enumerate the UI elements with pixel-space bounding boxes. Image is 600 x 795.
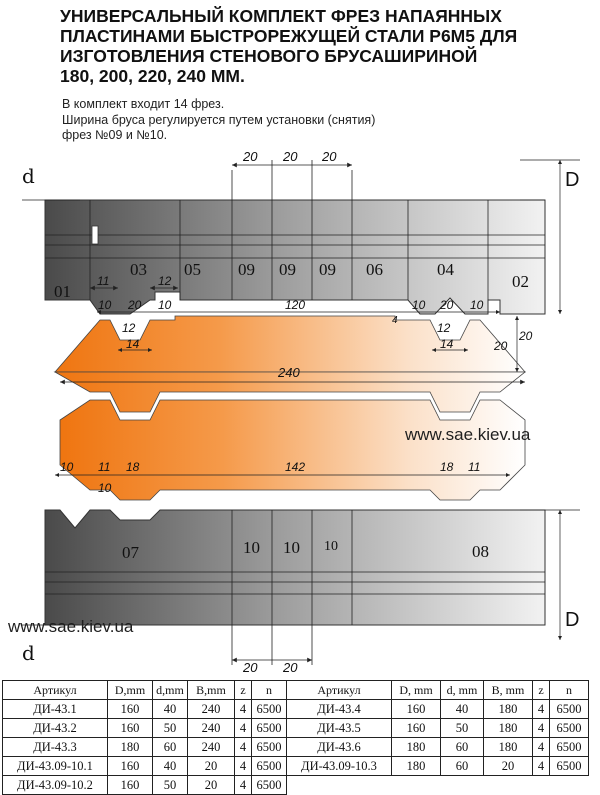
top-cutter-set xyxy=(22,160,580,314)
cutter-label-02: 02 xyxy=(512,272,529,291)
dim-11-top: 11 xyxy=(97,274,110,288)
table-cell: 4 xyxy=(533,719,550,738)
header-cell: D, mm xyxy=(392,681,441,700)
dim-20-right: 20 xyxy=(494,339,508,353)
cutter-label-10b: 10 xyxy=(283,538,300,557)
dim-row1-20a: 20 xyxy=(128,298,142,312)
bottom-cutter-set xyxy=(22,510,580,665)
table-cell: 180 xyxy=(392,738,441,757)
table-cell: 6500 xyxy=(550,738,589,757)
dim-14-right: 14 xyxy=(440,337,454,351)
table-cell: 240 xyxy=(188,738,235,757)
dim-14-left: 14 xyxy=(126,337,140,351)
dim-top-20-1: 20 xyxy=(243,149,258,164)
table-cell: 6500 xyxy=(252,757,287,776)
cutter-label-05: 05 xyxy=(184,260,201,279)
table-cell: 6500 xyxy=(550,757,589,776)
title-line-1: УНИВЕРСАЛЬНЫЙ КОМПЛЕКТ ФРЕЗ НАПАЯННЫХ xyxy=(60,6,502,26)
table-cell: ДИ-43.09-10.1 xyxy=(3,757,108,776)
dim-row2-10: 10 xyxy=(60,460,74,474)
header-cell: d,mm xyxy=(153,681,188,700)
table-row xyxy=(3,719,589,738)
dim-row1-10c: 10 xyxy=(412,298,426,312)
table-cell: 160 xyxy=(392,700,441,719)
header-cell: B, mm xyxy=(484,681,533,700)
table-cell: 160 xyxy=(108,757,153,776)
table-cell: ДИ-43.4 xyxy=(287,700,392,719)
table-cell: 40 xyxy=(153,700,188,719)
table-row xyxy=(3,700,589,719)
dim-row1-120: 120 xyxy=(285,298,306,312)
cutter-label-03: 03 xyxy=(130,260,147,279)
title-line-4: 180, 200, 220, 240 ММ. xyxy=(60,66,245,86)
cutter-label-06: 06 xyxy=(366,260,383,279)
table-row xyxy=(3,776,589,795)
table-cell: 50 xyxy=(153,719,188,738)
empty-cell xyxy=(392,776,441,795)
table-cell: 160 xyxy=(108,719,153,738)
table-cell: 20 xyxy=(188,757,235,776)
note-line-2: Ширина бруса регулируется путем установки (снятия) xyxy=(62,112,376,127)
table-cell: 6500 xyxy=(550,700,589,719)
table-cell: 20 xyxy=(188,776,235,795)
empty-cell xyxy=(484,776,533,795)
header-cell: B,mm xyxy=(188,681,235,700)
table-cell: 180 xyxy=(484,700,533,719)
table-cell: 160 xyxy=(108,776,153,795)
bottom-cutters-body xyxy=(45,510,545,625)
keyway-slot xyxy=(92,226,98,244)
table-cell: 240 xyxy=(188,719,235,738)
dim-top-20-2: 20 xyxy=(283,149,298,164)
table-cell: 4 xyxy=(533,700,550,719)
dim-overall-240: 240 xyxy=(278,365,300,380)
table-cell: 160 xyxy=(108,700,153,719)
table-cell: ДИ-43.2 xyxy=(3,719,108,738)
table-cell: ДИ-43.09-10.3 xyxy=(287,757,392,776)
table-cell: 6500 xyxy=(252,719,287,738)
dim-row2-11b: 11 xyxy=(468,460,481,474)
bottom-d-label: d xyxy=(22,641,35,665)
profile-lower-half xyxy=(60,400,525,500)
dim-top-20-3: 20 xyxy=(322,149,337,164)
cutter-label-01: 01 xyxy=(54,282,71,301)
dim-row1-20b: 20 xyxy=(440,298,454,312)
cutter-label-10c: 10 xyxy=(324,539,338,554)
table-cell: 4 xyxy=(533,738,550,757)
dim-row1-10a: 10 xyxy=(98,298,112,312)
dim-12-top: 12 xyxy=(158,274,172,288)
cutter-label-09c: 09 xyxy=(319,260,336,279)
top-d-label: d xyxy=(22,164,35,188)
header-cell: z xyxy=(235,681,252,700)
table-cell: ДИ-43.09-10.2 xyxy=(3,776,108,795)
table-cell: ДИ-43.5 xyxy=(287,719,392,738)
header-cell: Артикул xyxy=(287,681,392,700)
dim-row2-18a: 18 xyxy=(126,460,140,474)
empty-cell xyxy=(441,776,484,795)
empty-cell xyxy=(550,776,589,795)
table-cell: 180 xyxy=(108,738,153,757)
cutter-label-10a: 10 xyxy=(243,538,260,557)
bottom-D-label: D xyxy=(565,609,580,631)
table-cell: 4 xyxy=(235,738,252,757)
header-cell: Артикул xyxy=(3,681,108,700)
table-cell: ДИ-43.6 xyxy=(287,738,392,757)
dim-12-left: 12 xyxy=(122,321,136,335)
table-cell: 6500 xyxy=(252,776,287,795)
cutter-label-09b: 09 xyxy=(279,260,296,279)
table-cell: 60 xyxy=(441,738,484,757)
table-cell: 20 xyxy=(484,757,533,776)
table-cell: 4 xyxy=(235,700,252,719)
dim-10-low: 10 xyxy=(98,481,112,495)
top-cutters-body xyxy=(45,200,545,314)
table-cell: 40 xyxy=(441,700,484,719)
table-cell: 6500 xyxy=(550,719,589,738)
table-cell: 60 xyxy=(153,738,188,757)
header-cell: D,mm xyxy=(108,681,153,700)
empty-cell xyxy=(533,776,550,795)
table-header-row xyxy=(3,681,589,700)
header-cell: n xyxy=(550,681,589,700)
dim-row2-142: 142 xyxy=(285,460,306,474)
table-cell: 240 xyxy=(188,700,235,719)
table-cell: 4 xyxy=(533,757,550,776)
table-row xyxy=(3,757,589,776)
dim-20-far: 20 xyxy=(519,329,533,343)
table-cell: 60 xyxy=(441,757,484,776)
note-line-3: фрез №09 и №10. xyxy=(62,128,168,142)
table-cell: 6500 xyxy=(252,738,287,757)
header-cell: z xyxy=(533,681,550,700)
dim-12-right: 12 xyxy=(437,321,451,335)
watermark-bottom: www.sae.kiev.ua xyxy=(8,617,134,636)
table-cell: 50 xyxy=(153,776,188,795)
cutter-label-04: 04 xyxy=(437,260,454,279)
empty-cell xyxy=(287,776,392,795)
header-cell: n xyxy=(252,681,287,700)
dim-row1-10b: 10 xyxy=(158,298,172,312)
dim-bottom-20-1: 20 xyxy=(243,660,258,675)
watermark-middle: www.sae.kiev.ua xyxy=(405,425,531,444)
dim-4: 4 xyxy=(392,315,398,326)
table-cell: 6500 xyxy=(252,700,287,719)
table-cell: ДИ-43.1 xyxy=(3,700,108,719)
table-cell: 4 xyxy=(235,719,252,738)
note-line-1: В комплект входит 14 фрез. xyxy=(62,97,225,111)
spec-table xyxy=(2,680,589,795)
table-cell: 180 xyxy=(484,719,533,738)
table-cell: ДИ-43.3 xyxy=(3,738,108,757)
title-line-3: ИЗГОТОВЛЕНИЯ СТЕНОВОГО БРУСАШИРИНОЙ xyxy=(60,46,478,66)
cutter-label-09a: 09 xyxy=(238,260,255,279)
dim-row2-11a: 11 xyxy=(98,460,111,474)
table-cell: 160 xyxy=(392,719,441,738)
table-cell: 40 xyxy=(153,757,188,776)
dim-bottom-20-2: 20 xyxy=(283,660,298,675)
table-cell: 180 xyxy=(392,757,441,776)
top-D-label: D xyxy=(565,169,580,191)
cutter-label-08: 08 xyxy=(472,542,489,561)
table-row xyxy=(3,738,589,757)
table-cell: 50 xyxy=(441,719,484,738)
header-cell: d, mm xyxy=(441,681,484,700)
table-cell: 180 xyxy=(484,738,533,757)
dim-row2-18b: 18 xyxy=(440,460,454,474)
dim-row1-10d: 10 xyxy=(470,298,484,312)
table-cell: 4 xyxy=(235,776,252,795)
title-line-2: ПЛАСТИНАМИ БЫСТРОРЕЖУЩЕЙ СТАЛИ Р6М5 ДЛЯ xyxy=(60,26,518,46)
table-cell: 4 xyxy=(235,757,252,776)
cutter-label-07: 07 xyxy=(122,543,139,562)
